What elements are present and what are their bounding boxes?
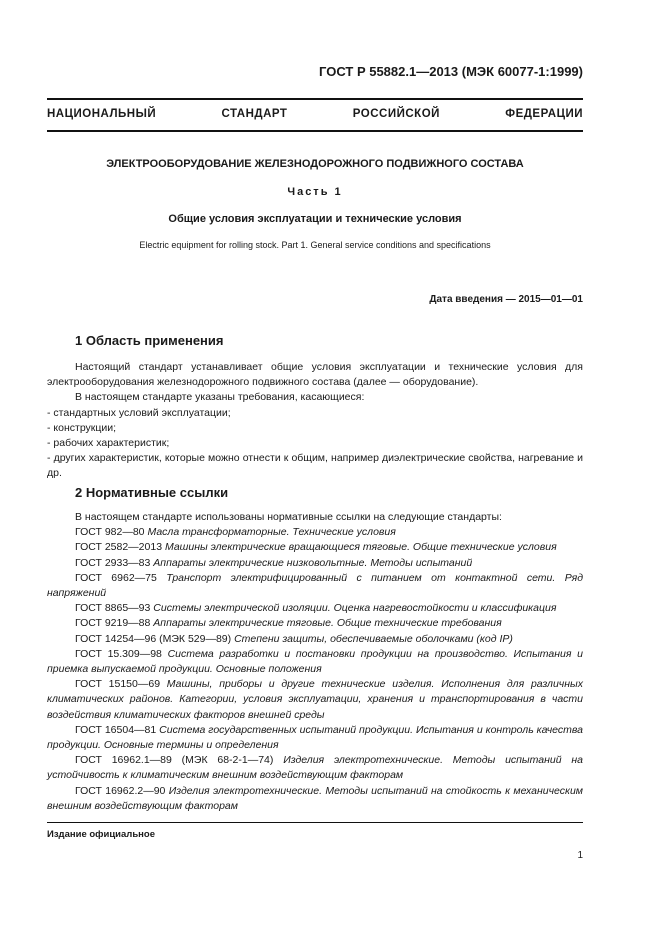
section-1-body [47, 360, 583, 482]
header-rule-top [47, 98, 583, 100]
section-2-body [47, 510, 583, 814]
reference-code: ГОСТ 2933—83 [75, 556, 151, 569]
reference-code: ГОСТ 15.309—98 [75, 647, 162, 660]
section-1-heading: 1 Область применения [75, 333, 224, 348]
reference-title: Системы электрической изоляции. Оценка нагревостойкости и классификация [153, 602, 557, 615]
section-1-paragraph-2: В настоящем стандарте указаны требования, касающиеся: [75, 391, 365, 404]
reference-title: Машины электрические вращающиеся тяговые. Общие технические условия [164, 541, 557, 554]
reference-title: Машины, приборы и другие технические изделия. Исполнения для различных климатических районов. Категории, условия эксплуатации, хранения и транспортирования в части воздействия климатических факторов внешней среды [47, 678, 583, 721]
reference-item [47, 616, 583, 631]
reference-title: Система государственных испытаний продукции. Испытания и контроль качества продукции. Основные термины и определения [47, 723, 583, 752]
standard-title: ЭЛЕКТРООБОРУДОВАНИЕ ЖЕЛЕЗНОДОРОЖНОГО ПОДВИЖНОГО СОСТАВА [106, 158, 524, 170]
section-2-intro: В настоящем стандарте использованы нормативные ссылки на следующие стандарты: [75, 511, 502, 523]
list-item: - стандартных условий эксплуатации; [47, 406, 231, 419]
reference-title: Транспорт электрифицированный с питанием от контактной сети. Ряд напряжений [47, 571, 583, 600]
reference-code: ГОСТ 16962.2—90 [75, 784, 166, 797]
reference-code: ГОСТ 982—80 [75, 526, 145, 539]
reference-item [47, 525, 583, 540]
reference-title: Система разработки и постановки продукции на производство. Испытания и приемка выпускаемой продукции. Основные положения [47, 647, 583, 676]
reference-code: ГОСТ 15150—69 [75, 678, 161, 691]
edition-label: Издание официальное [47, 829, 155, 840]
reference-item [47, 677, 583, 723]
document-id: ГОСТ Р 55882.1—2013 (МЭК 60077-1:1999) [319, 64, 583, 79]
header-rule-bottom [47, 130, 583, 132]
reference-code: ГОСТ 6962—75 [75, 571, 157, 584]
reference-code: ГОСТ 16504—81 [75, 723, 157, 736]
standard-subtitle: Общие условия эксплуатации и технические условия [168, 213, 462, 225]
reference-title: Масла трансформаторные. Технические условия [147, 526, 396, 539]
reference-code: ГОСТ 16962.1—89 (МЭК 68-2-1—74) [75, 754, 274, 767]
reference-title: Изделия электротехнические. Методы испытаний на устойчивость к климатическим внешним воздействующим факторам [47, 754, 584, 782]
reference-code: ГОСТ 2582—2013 [75, 541, 163, 554]
list-item: - конструкции; [47, 421, 117, 434]
reference-item [47, 632, 583, 647]
section-2-heading: 2 Нормативные ссылки [75, 485, 229, 500]
reference-item [47, 723, 583, 753]
reference-item [47, 601, 583, 616]
reference-title: Степени защиты, обеспечиваемые оболочками (код IP) [234, 632, 513, 645]
reference-code: ГОСТ 9219—88 [75, 617, 151, 630]
reference-title: Изделия электротехнические. Методы испытаний на стойкость к механическим внешним воздействующим факторам [47, 784, 583, 812]
list-item: - рабочих характеристик; [47, 437, 170, 450]
list-item: - других характеристик, которые можно отнести к общим, например диэлектрические свойства, нагревание и др. [47, 452, 583, 480]
reference-item [47, 540, 583, 555]
reference-code: ГОСТ 8865—93 [75, 602, 151, 615]
section-1-paragraph-1: Настоящий стандарт устанавливает общие условия эксплуатации и технические условия для электрооборудования железнодорожного подвижного состава (далее — оборудование). [47, 361, 583, 389]
page-number: 1 [577, 850, 583, 861]
reference-title: Аппараты электрические тяговые. Общие технические требования [153, 617, 502, 630]
reference-item [47, 647, 583, 677]
footer-rule [47, 822, 583, 823]
reference-item [47, 753, 583, 783]
reference-code: ГОСТ 14254—96 (МЭК 529—89) [75, 632, 232, 645]
introduction-date: Дата введения — 2015—01—01 [429, 294, 583, 305]
national-standard-banner: НАЦИОНАЛЬНЫЙ СТАНДАРТ РОССИЙСКОЙ ФЕДЕРАЦИИ [47, 108, 583, 120]
reference-item [47, 571, 583, 601]
part-label: Часть 1 [287, 186, 343, 198]
reference-item [47, 784, 583, 814]
reference-title: Аппараты электрические низковольтные. Методы испытаний [153, 556, 473, 569]
english-title: Electric equipment for rolling stock. Part 1. General service conditions and specifications [139, 240, 491, 250]
reference-item [47, 556, 583, 571]
